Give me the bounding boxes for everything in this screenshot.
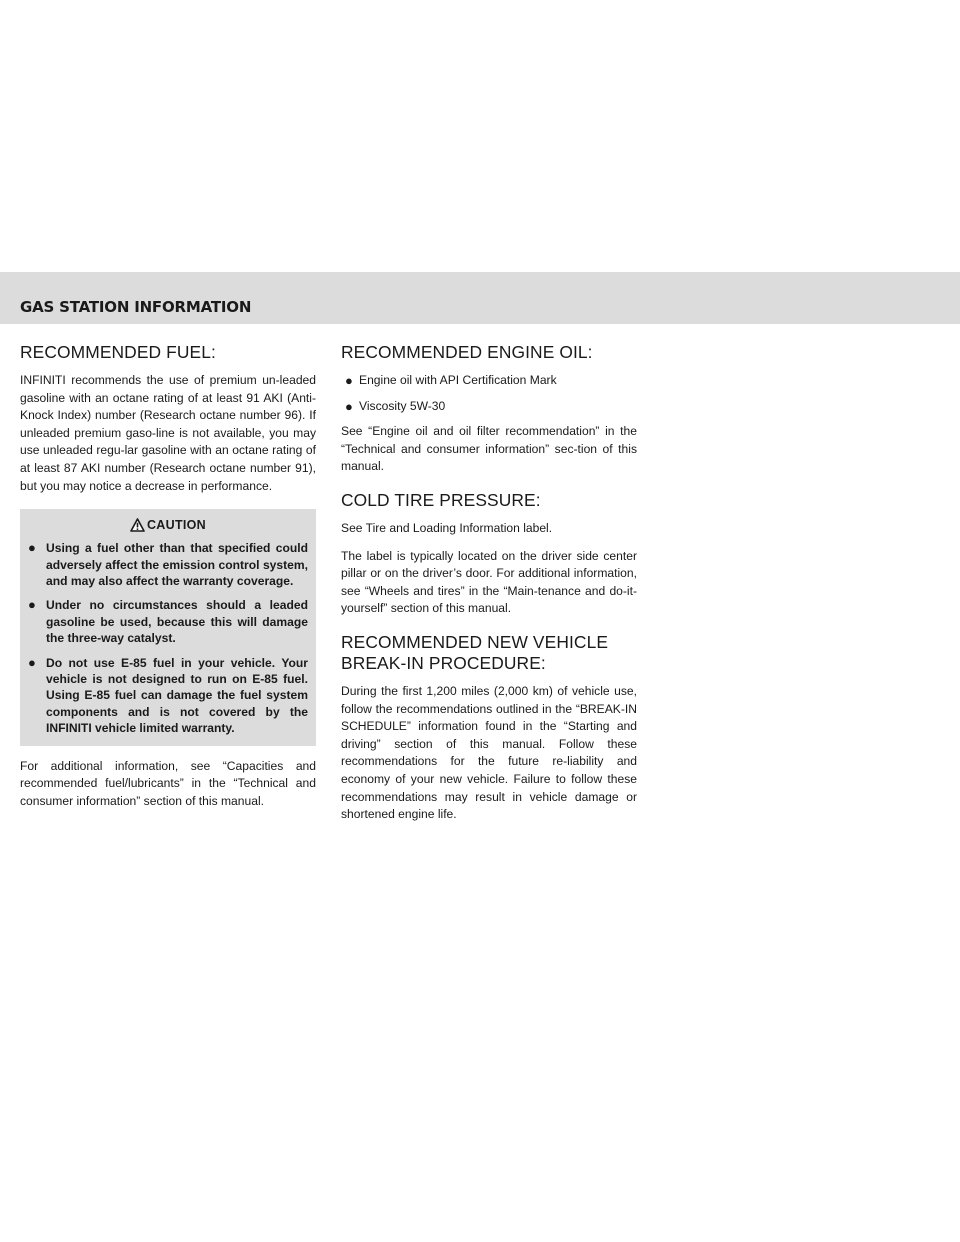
- warning-triangle-icon: [130, 518, 145, 532]
- caution-item: [28, 655, 308, 737]
- oil-item-text: Viscosity 5W-30: [359, 398, 446, 413]
- fuel-additional-info: For additional information, see “Capacities and recommended fuel/lubricants” in the “Technical and consumer information” section of this manual.: [20, 758, 316, 808]
- breakin-body: During the first 1,200 miles (2,000 km) of vehicle use, follow the recommendations outlined in the “BREAK-IN SCHEDULE” information found in the “Starting and driving” section of this manual. Follow these recommendations for the future re-liability and economy of your new vehicle. Failure to follow these recommendations may result in vehicle damage or shortened engine life.: [341, 683, 637, 822]
- bullet-icon: ●: [345, 398, 353, 414]
- caution-box: [20, 509, 316, 745]
- caution-list: [28, 540, 308, 736]
- bullet-icon: ●: [28, 597, 36, 613]
- breakin-heading: RECOMMENDED NEW VEHICLE BREAK-IN PROCEDURE:: [341, 631, 609, 673]
- fuel-heading: RECOMMENDED FUEL:: [20, 342, 216, 362]
- oil-heading: RECOMMENDED ENGINE OIL:: [341, 342, 593, 362]
- caution-item-text: Using a fuel other than that specified could adversely affect the emission control system, and may also affect the warranty coverage.: [46, 541, 308, 588]
- tire-heading: COLD TIRE PRESSURE:: [341, 489, 541, 510]
- list-item: [341, 372, 637, 390]
- oil-item-text: Engine oil with API Certification Mark: [359, 373, 557, 387]
- bullet-icon: ●: [345, 373, 353, 388]
- fuel-body: INFINITI recommends the use of premium un-leaded gasoline with an octane rating of at least 91 AKI (Anti-Knock Index) number (Research octane number 96). If unleaded premium gaso-line is not available, you may use unleaded regu-lar gasoline with an octane rating of at least 87 AKI number (Research octane number 91), but you may notice a decrease in performance.: [20, 373, 316, 493]
- caution-item-text: Do not use E-85 fuel in your vehicle. Your vehicle is not designed to run on E-85 fuel. Using E-85 fuel can damage the fuel system components and is not covered by the INFINITI vehicle limited warranty.: [46, 655, 308, 736]
- caution-item: [28, 597, 308, 646]
- right-column: [341, 342, 637, 834]
- caution-item: [28, 540, 308, 589]
- caution-item-text: Under no circumstances should a leaded gasoline be used, because this will damage the three-way catalyst.: [46, 598, 308, 646]
- caution-label: CAUTION: [146, 518, 207, 533]
- caution-header: [28, 518, 308, 532]
- bullet-icon: ●: [28, 654, 36, 670]
- bullet-icon: ●: [28, 540, 36, 556]
- oil-list: [341, 372, 637, 415]
- tire-body: The label is typically located on the driver side center pillar or on the driver’s door. For additional information, see “Wheels and tires” in the “Main-tenance and do-it-yourself” section of this manual.: [341, 548, 637, 616]
- tire-line: See Tire and Loading Information label.: [341, 520, 553, 535]
- list-item: [341, 398, 637, 416]
- section-title: GAS STATION INFORMATION: [20, 298, 252, 316]
- oil-body: See “Engine oil and oil filter recommendation” in the “Technical and consumer information” sec-tion of this manual.: [341, 424, 637, 474]
- left-column: [20, 342, 316, 820]
